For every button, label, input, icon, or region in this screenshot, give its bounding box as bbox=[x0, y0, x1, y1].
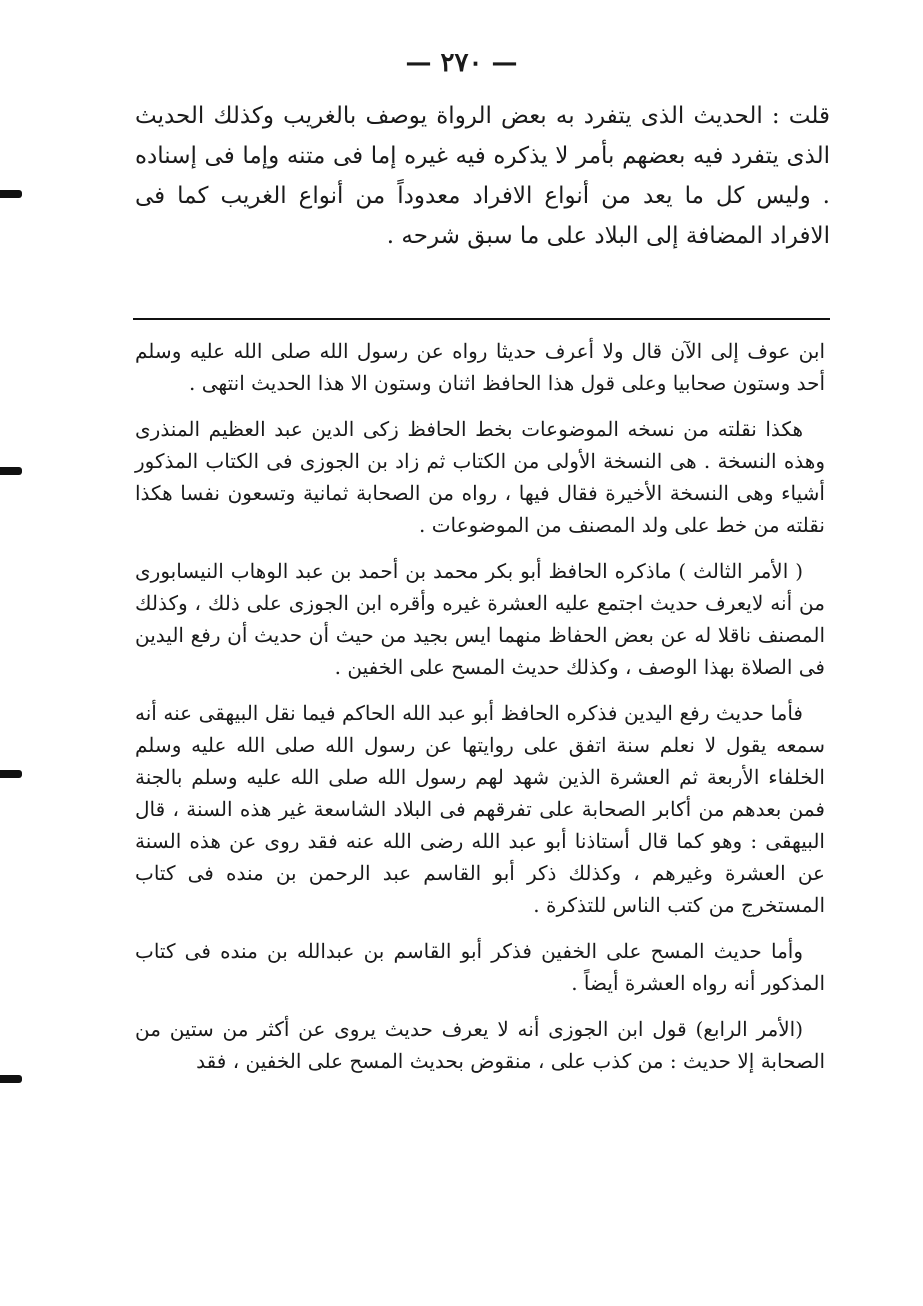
binding-mark bbox=[0, 467, 22, 475]
footnote-paragraph: (الأمر الرابع) قول ابن الجوزى أنه لا يعرف حديث يروى عن أكثر من ستين من الصحابة إلا حديث : من كذب على ، منقوض بحديث المسح على الخفين ، فقد bbox=[135, 1017, 825, 1073]
main-text-block bbox=[135, 96, 830, 256]
footnote-paragraph: هكذا نقلته من نسخه الموضوعات بخط الحافظ زكى الدين عبد العظيم المنذرى وهذه النسخة . هى النسخة الأولى من الكتاب ثم زاد بن الجوزى فى الكتاب المذكور أشياء وهى النسخة الأخيرة فقال فيها ، رواه من الصحابة ثمانية وتسعون نفسا هكذا نقلته من خط على ولد المصنف من الموضوعات . bbox=[135, 417, 825, 537]
footnote-paragraph: ابن عوف إلى الآن قال ولا أعرف حديثا رواه عن رسول الله صلى الله عليه وسلم أحد وستون صحابيا وعلى قول هذا الحافظ اثنان وستون الا هذا الحديث انتهى . bbox=[135, 339, 825, 395]
footnote-divider bbox=[133, 318, 830, 320]
page-number: — ٢٧٠ — bbox=[405, 48, 518, 78]
main-paragraph: قلت : الحديث الذى يتفرد به بعض الرواة يوصف بالغريب وكذلك الحديث الذى يتفرد فيه بعضهم بأمر لا يذكره فيه غيره إما فى متنه وإما فى إسناده . وليس كل ما يعد من أنواع الافراد معدوداً من أنواع الغريب كما فى الافراد المضافة إلى البلاد على ما سبق شرحه . bbox=[135, 103, 830, 249]
footnote-paragraph: فأما حديث رفع اليدين فذكره الحافظ أبو عبد الله الحاكم فيما نقل البيهقى عنه أنه سمعه يقول لا نعلم سنة اتفق على روايتها عن رسول الله صلى الله عليه وسلم الخلفاء الأربعة ثم العشرة الذين شهد لهم رسول الله صلى الله عليه وسلم بالجنة فمن بعدهم من أكابر الصحابة على تفرقهم فى البلاد الشاسعة غير هذه السنة ، قال البيهقى : وهو كما قال أستاذنا أبو عبد الله رضى الله عنه فقد روى عن هذه السنة عن العشرة وغيرهم ، وكذلك ذكر أبو القاسم عبد الرحمن بن منده فى كتاب المستخرج من كتب الناس للتذكرة . bbox=[135, 701, 825, 917]
binding-mark bbox=[0, 190, 22, 198]
binding-mark bbox=[0, 770, 22, 778]
footnote-paragraph: ( الأمر الثالث ) ماذكره الحافظ أبو بكر محمد بن أحمد بن عبد الوهاب النيسابورى من أنه لايعرف حديث اجتمع عليه العشرة غيره وأقره ابن الجوزى على ذلك ، وكذلك المصنف ناقلا له عن بعض الحفاظ منهما ايس بجيد من حيث أن حديث أن رفع اليدين فى الصلاة بهذا الوصف ، وكذلك حديث المسح على الخفين . bbox=[135, 559, 825, 679]
binding-mark bbox=[0, 1075, 22, 1083]
footnotes-block bbox=[135, 335, 825, 1091]
footnote-paragraph: وأما حديث المسح على الخفين فذكر أبو القاسم بن عبدالله بن منده فى كتاب المذكور أنه رواه العشرة أيضاً . bbox=[135, 939, 825, 995]
